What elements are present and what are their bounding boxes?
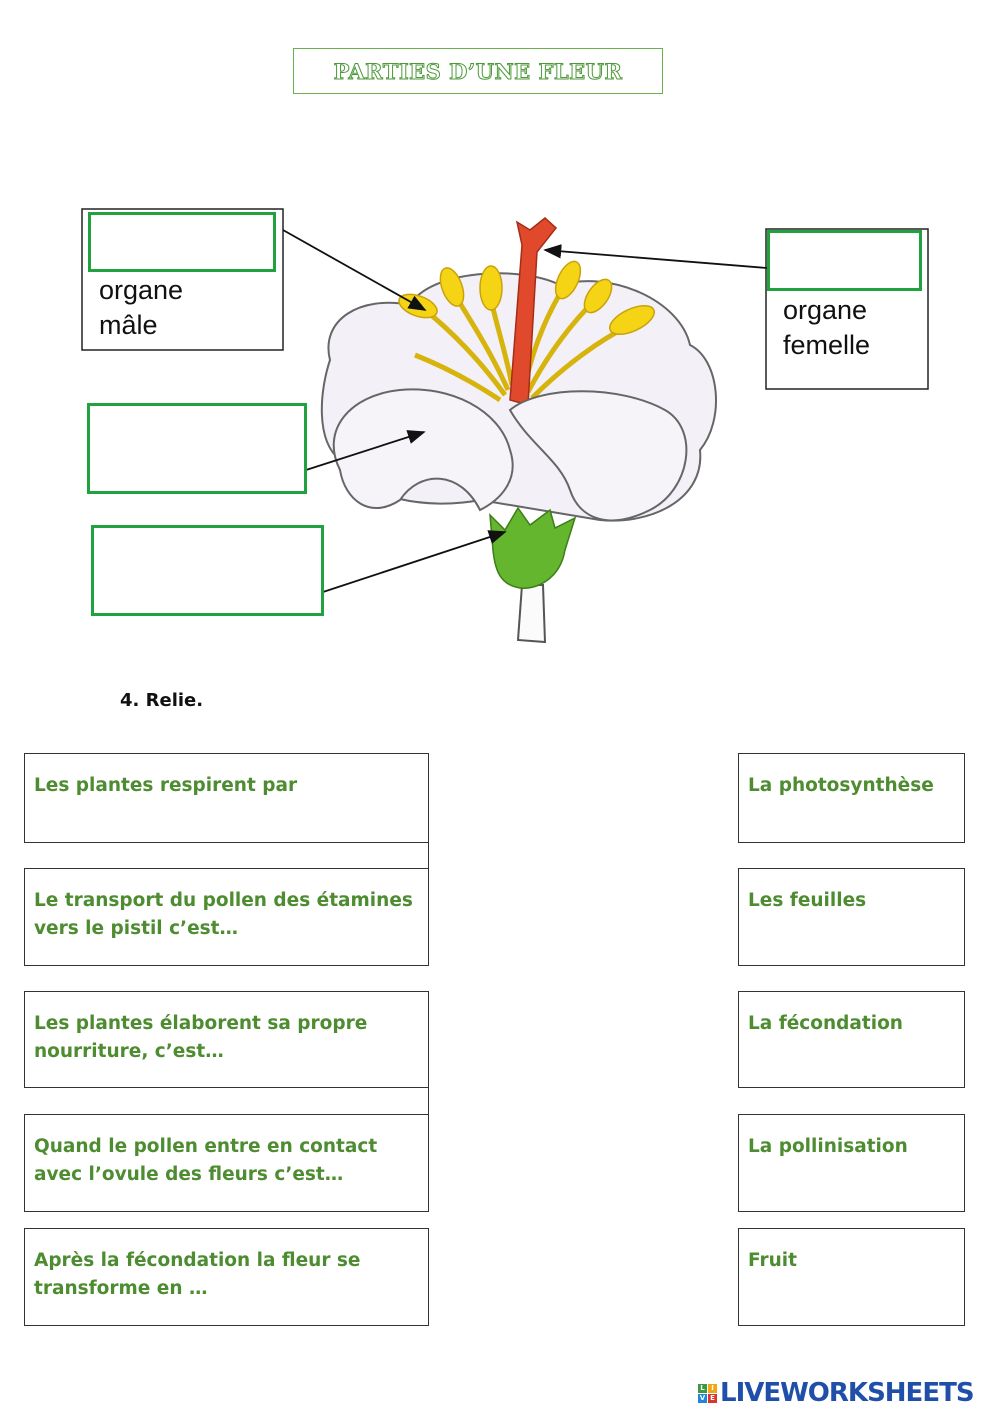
divider: [428, 1088, 429, 1114]
match-right-1[interactable]: [738, 753, 965, 843]
label-male-line1: organe: [99, 275, 184, 305]
match-right-2[interactable]: [738, 868, 965, 966]
arrow-male: [283, 230, 425, 310]
page-title: PARTIES D’UNE FLEUR: [333, 58, 623, 84]
answer-box-female[interactable]: [767, 230, 922, 291]
match-left-text: Le transport du pollen des étamines vers le pistil c’est…: [34, 890, 413, 939]
label-female-line2: femelle: [783, 330, 871, 360]
stem: [518, 585, 545, 642]
match-left-5[interactable]: [24, 1228, 429, 1326]
match-left-text: Quand le pollen entre en contact avec l’ovule des fleurs c’est…: [34, 1136, 378, 1185]
match-right-5[interactable]: [738, 1228, 965, 1326]
instruction: 4. Relie.: [120, 690, 204, 711]
match-right-text: La pollinisation: [748, 1136, 908, 1157]
match-right-text: La fécondation: [748, 1013, 903, 1034]
logo-text: LIVEWORKSHEETS: [720, 1378, 974, 1408]
answer-box-petal[interactable]: [87, 403, 307, 494]
answer-box-sepal[interactable]: [91, 525, 324, 616]
divider: [428, 843, 429, 869]
liveworksheets-logo: [698, 1378, 974, 1408]
match-right-3[interactable]: [738, 991, 965, 1088]
answer-box-male[interactable]: [88, 212, 276, 272]
match-right-text: La photosynthèse: [748, 775, 934, 796]
label-female-line1: organe: [783, 295, 868, 325]
match-left-2[interactable]: [24, 868, 429, 966]
logo-grid-icon: L I V E: [698, 1384, 717, 1403]
sepals: [490, 508, 575, 588]
match-left-text: Après la fécondation la fleur se transforme en …: [34, 1250, 361, 1299]
match-left-4[interactable]: [24, 1114, 429, 1212]
match-left-1[interactable]: [24, 753, 429, 843]
match-right-text: Les feuilles: [748, 890, 867, 911]
match-left-text: Les plantes élaborent sa propre nourriture, c’est…: [34, 1013, 368, 1062]
match-right-text: Fruit: [748, 1250, 797, 1271]
arrow-sepal: [323, 532, 505, 592]
match-right-4[interactable]: [738, 1114, 965, 1212]
match-left-3[interactable]: [24, 991, 429, 1088]
label-male-line2: mâle: [99, 310, 158, 340]
match-left-text: Les plantes respirent par: [34, 775, 298, 796]
